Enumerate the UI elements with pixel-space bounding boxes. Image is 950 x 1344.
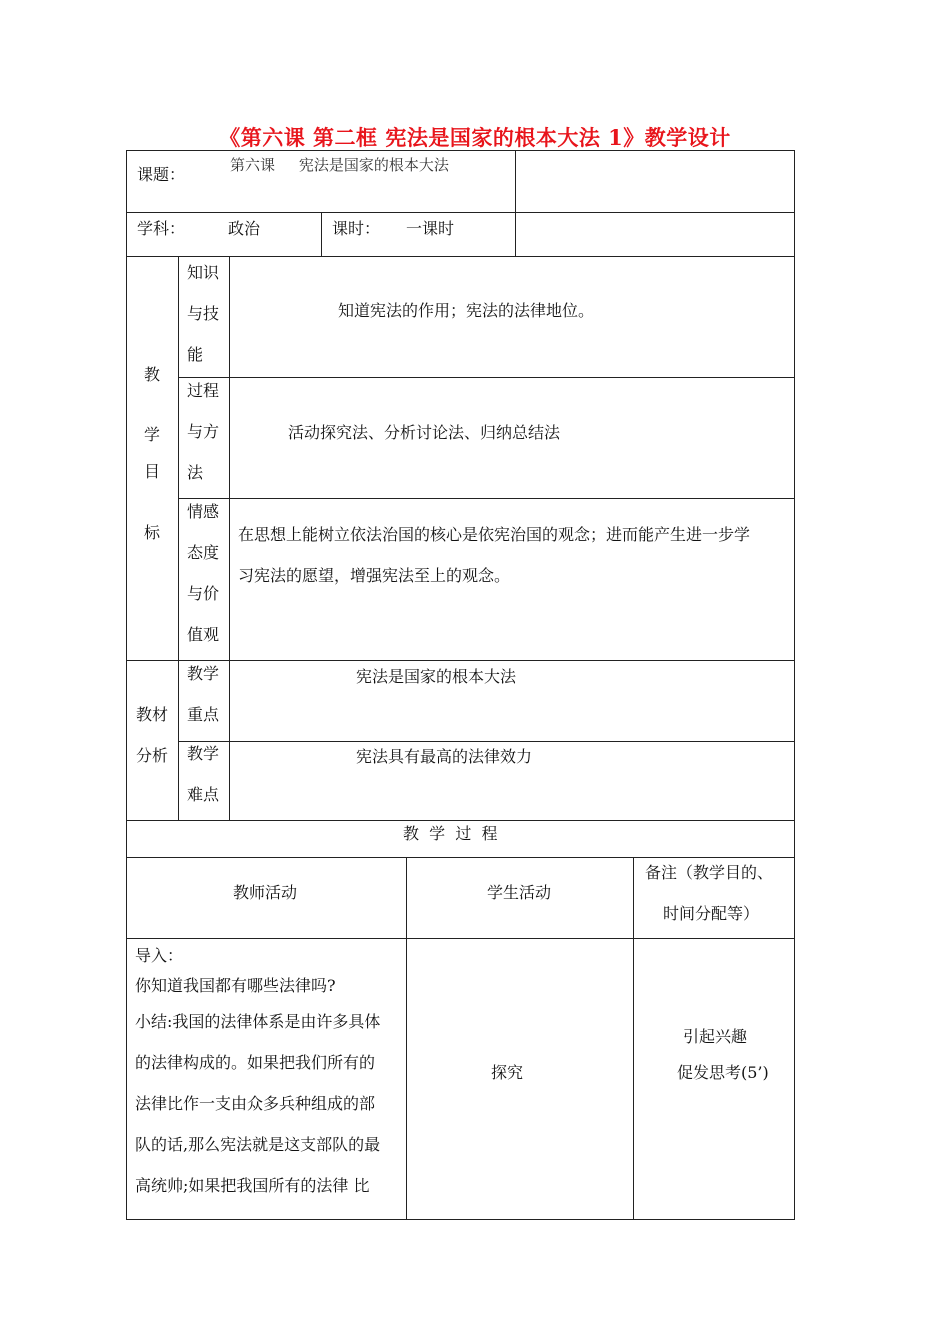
table-rule xyxy=(178,498,795,499)
subject-value: 政治 xyxy=(228,219,261,238)
analysis-category-focus: 教学 重点 xyxy=(187,664,220,724)
table-border-bottom xyxy=(126,1219,795,1220)
teacher-line: 小结:我国的法律体系是由许多具体 xyxy=(135,1012,381,1031)
analysis-label-line: 教材 xyxy=(136,705,169,724)
objective-category-attitude: 情感 态度 与价 值观 xyxy=(187,502,220,644)
topic-label: 课题： xyxy=(137,165,186,184)
table-border-right xyxy=(794,150,795,1220)
table-rule xyxy=(126,660,795,661)
student-activity: 探究 xyxy=(491,1063,524,1082)
objective-category-process: 过程 与方 法 xyxy=(187,381,220,482)
objectives-label-char: 教 xyxy=(144,365,161,384)
title-part-2: 本大法 1》教学设计 xyxy=(535,125,731,150)
table-rule xyxy=(178,256,179,821)
topic-value: 第六课 宪法是国家的根本大法 xyxy=(230,156,449,174)
table-rule xyxy=(321,212,322,257)
table-rule xyxy=(126,212,795,213)
objective-content-knowledge: 知道宪法的作用；宪法的法律地位。 xyxy=(338,301,595,320)
table-rule xyxy=(126,256,795,257)
table-rule xyxy=(633,857,634,1220)
table-rule xyxy=(515,150,516,257)
table-rule xyxy=(126,938,795,939)
column-header-student: 学生活动 xyxy=(487,883,552,902)
table-border-left xyxy=(126,150,127,1220)
analysis-label-line: 分析 xyxy=(136,746,169,765)
subject-label: 学科： xyxy=(137,219,186,238)
analysis-content-focus: 宪法是国家的根本大法 xyxy=(356,667,517,686)
notes-line: 引起兴趣 xyxy=(683,1027,748,1046)
objectives-label-char: 目 xyxy=(144,462,161,481)
column-header-notes: 备注（教学目的、 时间分配等） xyxy=(645,863,774,923)
document-title xyxy=(0,122,950,152)
hours-value: 一课时 xyxy=(406,219,455,238)
objective-content-process: 活动探究法、分析讨论法、归纳总结法 xyxy=(288,423,561,442)
objectives-label-char: 标 xyxy=(144,523,161,542)
process-heading: 教 学 过 程 xyxy=(403,824,498,843)
analysis-category-difficulty: 教学 难点 xyxy=(187,744,220,804)
hours-label: 课时： xyxy=(332,219,381,238)
objective-category-knowledge: 知识 与技 能 xyxy=(187,263,220,364)
table-border-top xyxy=(126,150,795,151)
objective-content-attitude: 在思想上能树立依法治国的核心是依宪治国的观念；进而能产生进一步学 习宪法的愿望，增强宪法至上的观念。 xyxy=(238,525,751,585)
table-rule xyxy=(229,256,230,821)
title-part-1: 《第六课 第二框 宪法是国家的根 xyxy=(219,125,536,150)
teacher-line: 队的话,那么宪法就是这支部队的最 xyxy=(135,1135,381,1154)
notes-line: 促发思考(5’) xyxy=(677,1063,769,1082)
table-rule xyxy=(178,741,795,742)
analysis-content-difficulty: 宪法具有最高的法律效力 xyxy=(356,747,533,766)
column-header-teacher: 教师活动 xyxy=(233,883,298,902)
objectives-label-char: 学 xyxy=(144,425,161,444)
teacher-activity xyxy=(135,941,380,1206)
table-rule xyxy=(406,857,407,1220)
teacher-line: 高统帅;如果把我国所有的法律 比 xyxy=(135,1176,370,1195)
table-rule xyxy=(126,820,795,821)
teacher-line: 的法律构成的。如果把我们所有的 xyxy=(135,1053,376,1072)
table-rule xyxy=(178,377,795,378)
teacher-line: 你知道我国都有哪些法律吗? xyxy=(135,976,336,995)
teacher-line: 导入： xyxy=(135,946,184,965)
teacher-line: 法律比作一支由众多兵种组成的部 xyxy=(135,1094,376,1113)
